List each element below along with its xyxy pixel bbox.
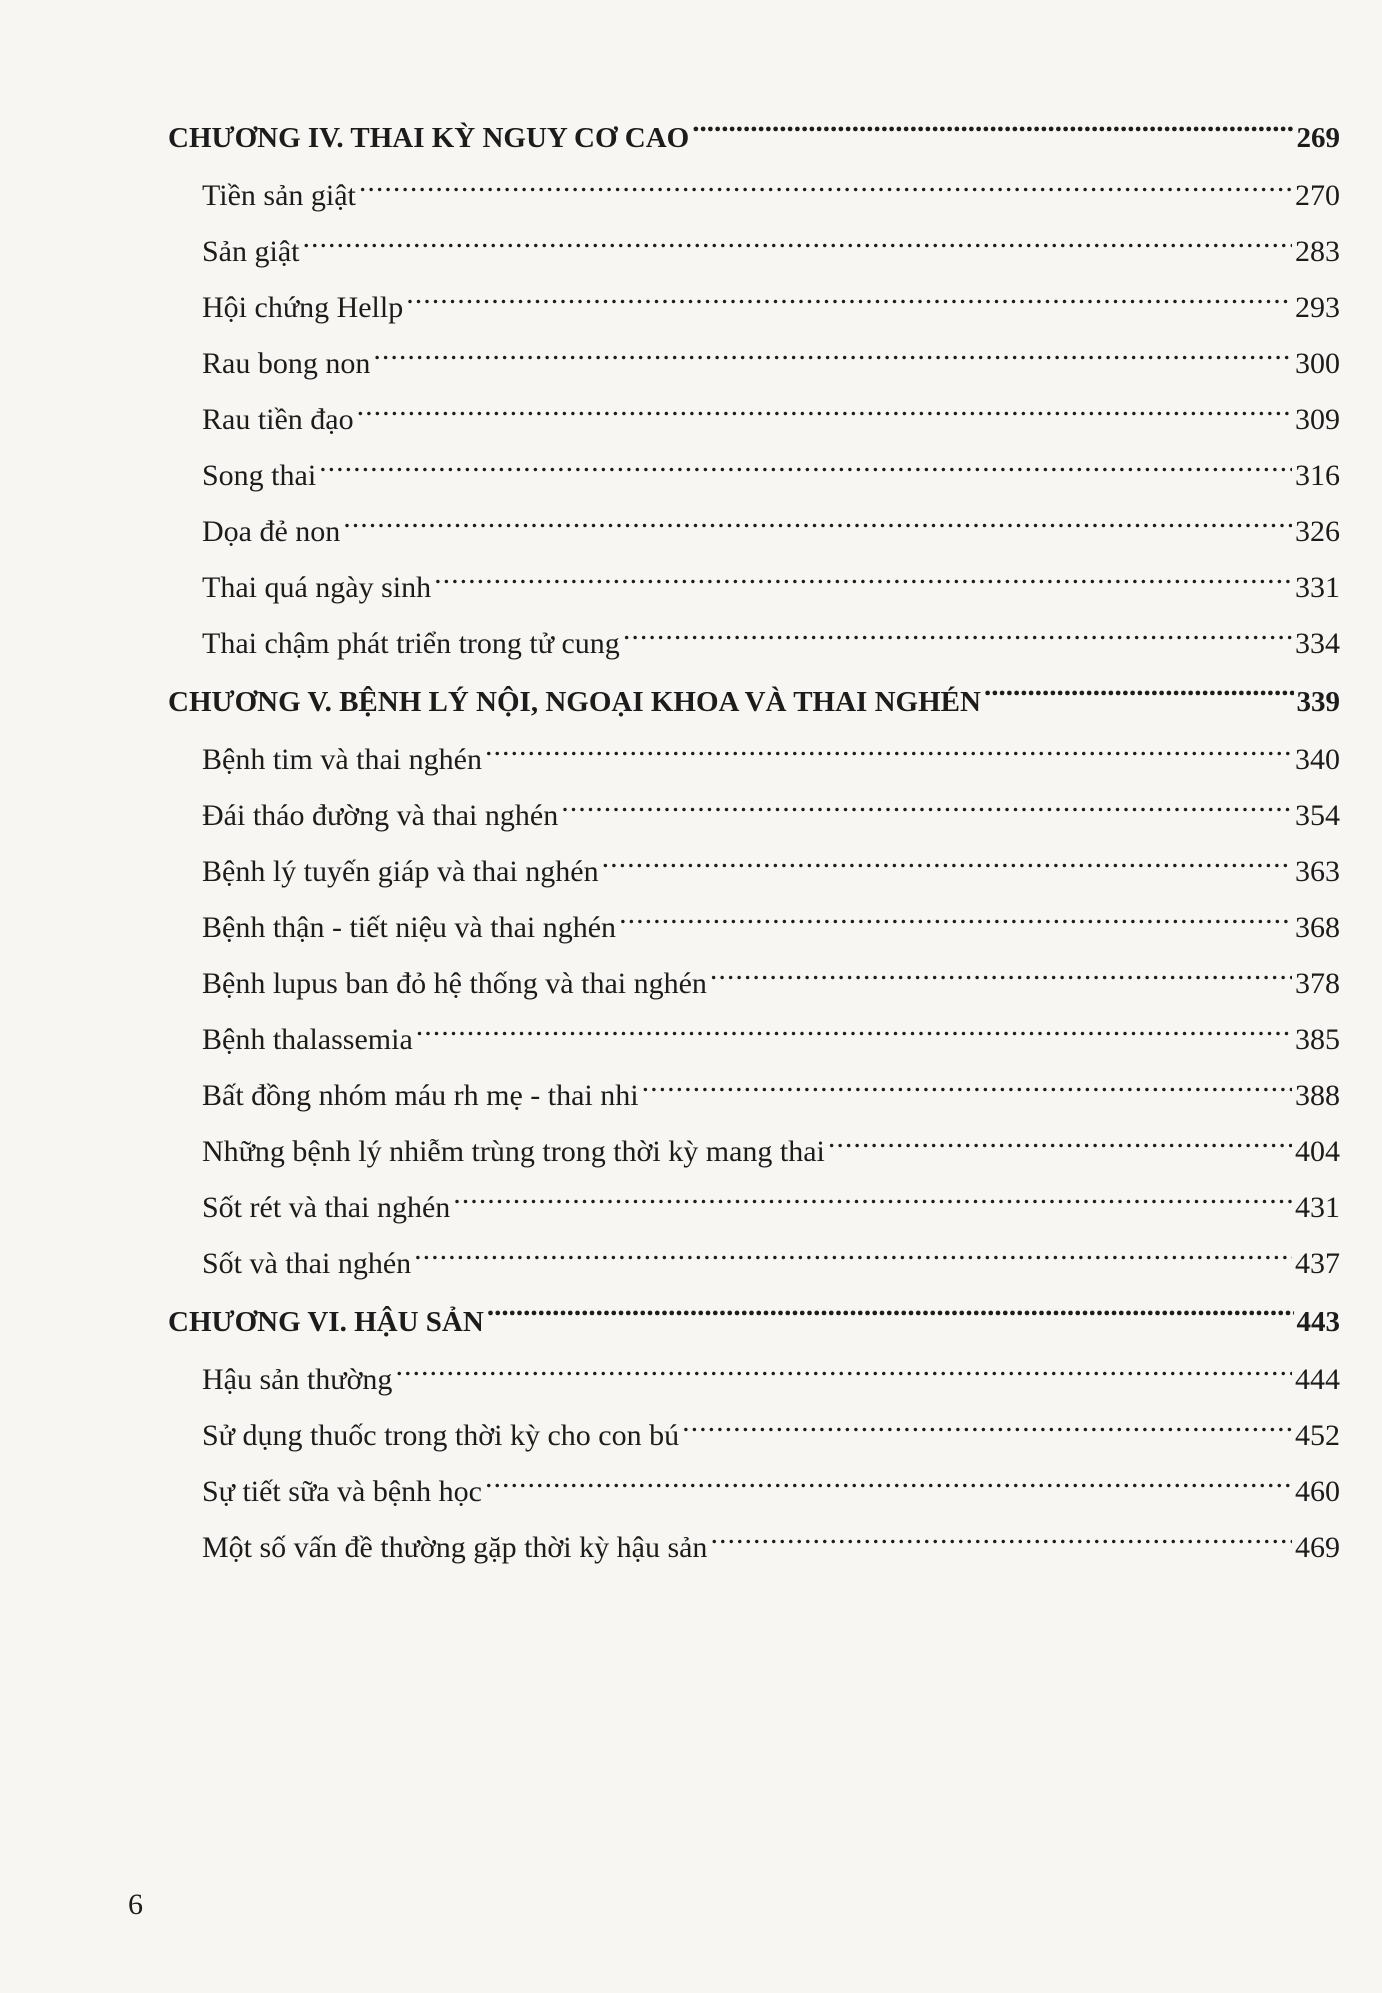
entry-page-number: 334 [1295, 627, 1340, 660]
dot-leader [682, 1415, 1292, 1445]
entry-page-number: 354 [1295, 799, 1340, 832]
toc-entry-row[interactable] [168, 1464, 1340, 1520]
entry-title: Bệnh lý tuyến giáp và thai nghén [202, 855, 599, 888]
entry-page-number: 469 [1295, 1531, 1340, 1564]
dot-leader [692, 118, 1293, 147]
dot-leader [453, 1187, 1292, 1217]
chapter-title: CHƯƠNG V. BỆNH LÝ NỘI, NGOẠI KHOA VÀ THAI NGHÉN [168, 686, 981, 718]
toc-entry-row[interactable] [168, 732, 1340, 788]
entry-title: Những bệnh lý nhiễm trùng trong thời kỳ mang thai [202, 1135, 825, 1168]
dot-leader [343, 511, 1292, 541]
entry-page-number: 368 [1295, 911, 1340, 944]
toc-entry-row[interactable] [168, 1068, 1340, 1124]
entry-page-number: 388 [1295, 1079, 1340, 1112]
entry-page-number: 316 [1295, 459, 1340, 492]
entry-title: Thai quá ngày sinh [202, 571, 432, 604]
entry-title: Bệnh tim và thai nghén [202, 743, 482, 776]
toc-entry-row[interactable] [168, 1124, 1340, 1180]
toc-entry-row[interactable] [168, 504, 1340, 560]
entry-title: Sản giật [202, 235, 300, 268]
entry-title: Bệnh thận - tiết niệu và thai nghén [202, 911, 617, 944]
table-of-contents [168, 108, 1340, 1576]
toc-entry-row[interactable] [168, 336, 1340, 392]
dot-leader [487, 1302, 1294, 1331]
entry-page-number: 460 [1295, 1475, 1340, 1508]
dot-leader [485, 739, 1292, 769]
toc-entry-row[interactable] [168, 168, 1340, 224]
dot-leader [373, 343, 1292, 373]
entry-title: Đái tháo đường và thai nghén [202, 799, 559, 832]
entry-page-number: 293 [1295, 291, 1340, 324]
entry-title: Sự tiết sữa và bệnh học [202, 1475, 482, 1508]
entry-page-number: 283 [1295, 235, 1340, 268]
toc-entry-row[interactable] [168, 1408, 1340, 1464]
entry-title: Sốt và thai nghén [202, 1247, 412, 1280]
toc-entry-row[interactable] [168, 844, 1340, 900]
toc-entry-row[interactable] [168, 1236, 1340, 1292]
dot-leader [414, 1243, 1292, 1273]
toc-entry-row[interactable] [168, 788, 1340, 844]
entry-title: Một số vấn đề thường gặp thời kỳ hậu sản [202, 1531, 708, 1564]
entry-page-number: 385 [1295, 1023, 1340, 1056]
toc-entry-row[interactable] [168, 224, 1340, 280]
entry-title: Bệnh thalassemia [202, 1023, 413, 1056]
entry-title: Rau tiền đạo [202, 403, 354, 436]
entry-title: Tiền sản giật [202, 179, 356, 212]
entry-page-number: 326 [1295, 515, 1340, 548]
toc-entry-row[interactable] [168, 392, 1340, 448]
dot-leader [619, 907, 1292, 937]
dot-leader [602, 851, 1292, 881]
dot-leader [984, 682, 1294, 711]
toc-entry-row[interactable] [168, 1520, 1340, 1576]
entry-title: Rau bong non [202, 347, 371, 380]
toc-entry-row[interactable] [168, 280, 1340, 336]
entry-title: Dọa đẻ non [202, 515, 341, 548]
toc-entry-row[interactable] [168, 616, 1340, 672]
entry-page-number: 452 [1295, 1419, 1340, 1452]
dot-leader [319, 455, 1292, 485]
entry-page-number: 378 [1295, 967, 1340, 1000]
toc-entry-row[interactable] [168, 956, 1340, 1012]
dot-leader [828, 1131, 1292, 1161]
dot-leader [710, 1527, 1292, 1557]
chapter-page-number: 339 [1296, 686, 1340, 718]
entry-page-number: 309 [1295, 403, 1340, 436]
entry-page-number: 340 [1295, 743, 1340, 776]
dot-leader [395, 1359, 1292, 1389]
toc-entry-row[interactable] [168, 1352, 1340, 1408]
entry-page-number: 431 [1295, 1191, 1340, 1224]
entry-page-number: 444 [1295, 1363, 1340, 1396]
entry-title: Song thai [202, 459, 317, 492]
entry-title: Sốt rét và thai nghén [202, 1191, 451, 1224]
chapter-title: CHƯƠNG IV. THAI KỲ NGUY CƠ CAO [168, 122, 690, 154]
dot-leader [406, 287, 1292, 317]
entry-title: Hội chứng Hellp [202, 291, 404, 324]
entry-title: Hậu sản thường [202, 1363, 393, 1396]
toc-entry-row[interactable] [168, 560, 1340, 616]
toc-entry-row[interactable] [168, 1180, 1340, 1236]
dot-leader [623, 623, 1292, 653]
entry-page-number: 300 [1295, 347, 1340, 380]
entry-page-number: 404 [1295, 1135, 1340, 1168]
chapter-page-number: 443 [1296, 1306, 1340, 1338]
toc-entry-row[interactable] [168, 1012, 1340, 1068]
dot-leader [485, 1471, 1292, 1501]
page-number-footer: 6 [128, 1888, 143, 1921]
entry-title: Bất đồng nhóm máu rh mẹ - thai nhi [202, 1079, 639, 1112]
entry-title: Bệnh lupus ban đỏ hệ thống và thai nghén [202, 967, 707, 1000]
entry-page-number: 363 [1295, 855, 1340, 888]
toc-entry-row[interactable] [168, 448, 1340, 504]
chapter-page-number: 269 [1296, 122, 1340, 154]
entry-title: Thai chậm phát triển trong tử cung [202, 627, 620, 660]
entry-page-number: 331 [1295, 571, 1340, 604]
toc-chapter-row[interactable] [168, 672, 1340, 732]
dot-leader [710, 963, 1292, 993]
toc-entry-row[interactable] [168, 900, 1340, 956]
entry-page-number: 270 [1295, 179, 1340, 212]
entry-page-number: 437 [1295, 1247, 1340, 1280]
dot-leader [561, 795, 1292, 825]
dot-leader [642, 1075, 1292, 1105]
dot-leader [416, 1019, 1292, 1049]
toc-chapter-row[interactable] [168, 108, 1340, 168]
entry-title: Sử dụng thuốc trong thời kỳ cho con bú [202, 1419, 680, 1452]
dot-leader [434, 567, 1292, 597]
chapter-title: CHƯƠNG VI. HẬU SẢN [168, 1306, 484, 1338]
dot-leader [357, 399, 1292, 429]
dot-leader [303, 231, 1293, 261]
toc-chapter-row[interactable] [168, 1292, 1340, 1352]
dot-leader [359, 175, 1292, 205]
